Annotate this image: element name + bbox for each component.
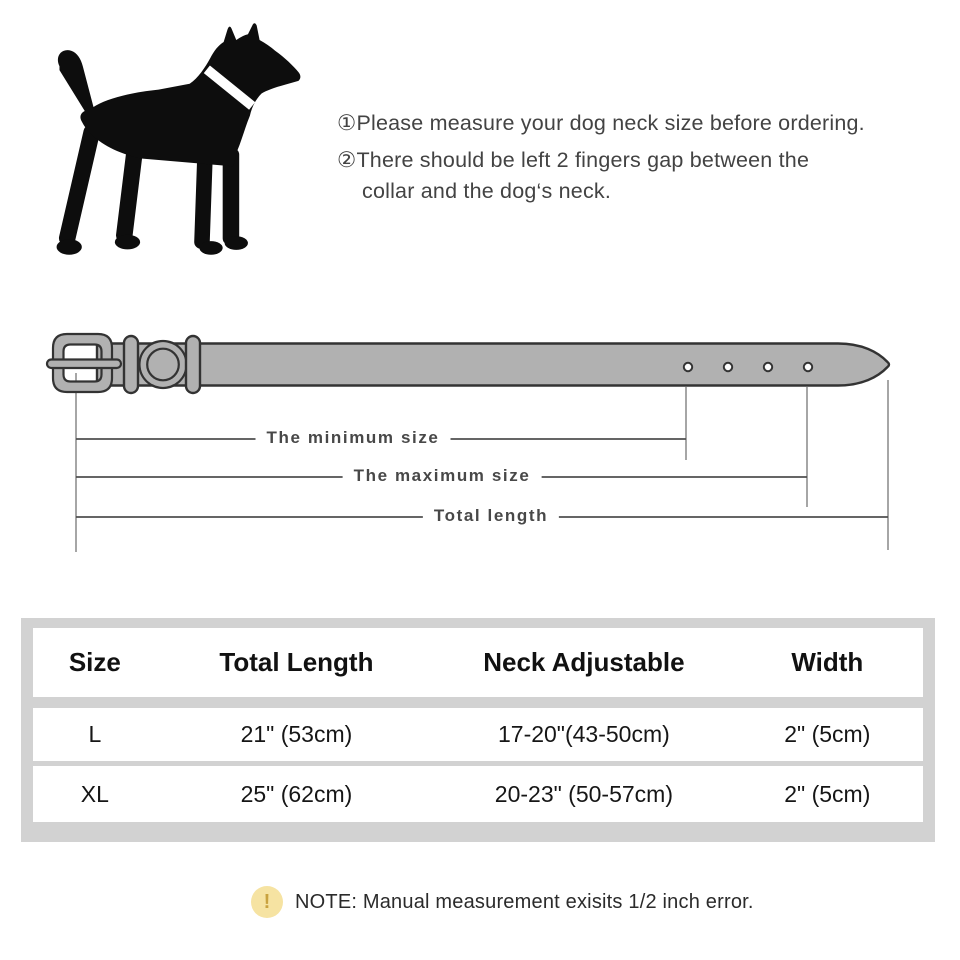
collar-diagram [0,300,960,570]
keeper-loop-1 [124,336,138,393]
header-neck-adjustable: Neck Adjustable [483,647,685,677]
instruction-2: ②There should be left 2 fingers gap between the [337,148,810,173]
size-table [21,618,935,842]
cell-size: L [88,721,102,747]
cell-neck-adjustable: 20-23" (50-57cm) [494,780,673,807]
exclamation-icon: ! [251,886,283,918]
note-row [251,886,754,918]
cell-neck-adjustable: 17-20"(43-50cm) [497,721,670,747]
buckle-prong [47,360,121,369]
keeper-loop-2 [186,336,200,393]
instruction-2-continued: collar and the dog‘s neck. [362,179,612,204]
instruction-1: ①Please measure your dog neck size before ordering. [337,111,865,135]
minimum-size-label: The minimum size [256,428,451,448]
header-total-length: Total Length [219,647,374,677]
dog-body-shapes [57,23,301,254]
note-text: NOTE: Manual measurement exisits 1/2 inch error. [295,890,754,913]
cell-size: XL [80,780,109,807]
maximum-size-label: The maximum size [343,466,542,486]
table-row-xl [33,766,923,822]
measuring-instructions [337,112,865,204]
cell-width: 2" (5cm) [784,780,871,807]
header-size: Size [68,647,121,677]
total-length-label: Total length [423,506,559,526]
header-width: Width [791,647,864,677]
cell-total-length: 21" (53cm) [240,721,353,747]
cell-total-length: 25" (62cm) [240,780,353,807]
dog-silhouette-icon [42,20,314,266]
cell-width: 2" (5cm) [784,721,871,747]
table-row-l [33,708,923,761]
table-header-row [33,628,923,697]
